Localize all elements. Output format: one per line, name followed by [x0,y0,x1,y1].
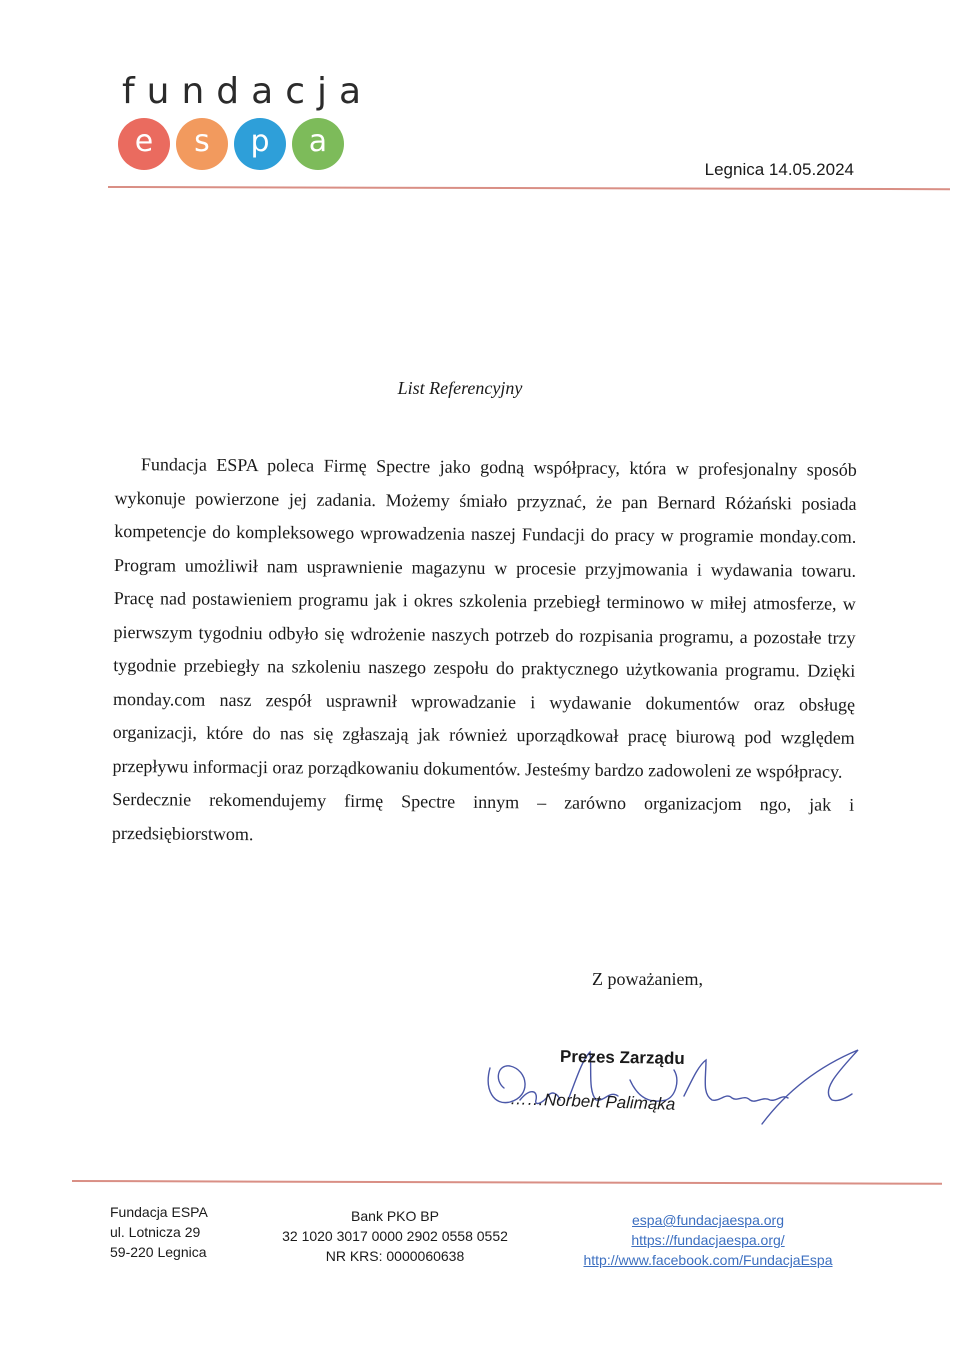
footer-divider [72,1180,942,1185]
footer-address-street: ul. Lotnicza 29 [110,1224,201,1240]
website-link[interactable]: https://fundacjaespa.org/ [631,1232,785,1248]
logo-circle-a: a [292,118,344,170]
letter-paragraph-1: Fundacja ESPA poleca Firmę Spectre jako godną współpracy, która w profesjonalny sposób wykonuje powierzone jej zadania. Możemy śmiało przyznać, że pan Bernard Różański posiada kompetencje do kompleksowego wprowadzenia naszej Fundacji do pracy w programie monday.com. Program umożliwił nam usprawnienie magazynu w procesie przyjmowania i wydawania towaru. Pracę nad postawieniem programu jak i okres szkolenia przebiegł terminowo w miłej atmosferze, w pierwszym tygodniu odbyło się wdrożenie naszych potrzeb do rozpisania programu, a pozostałe trzy tygodnie przebiegły na szkoleniu naszego zespołu do praktycznego użytkowania programu. Dzięki monday.com nasz zespół usprawnił wprowadzanie i wydawanie dokumentów oraz obsługę organizacji, które do nas się zgłaszają jak również uporządkował pracę biurową pod względem przepływu informacji oraz porządkowaniu dokumentów. Jesteśmy bardzo zadowoleni ze współpracy. [112,454,857,782]
footer-address [110,1202,208,1262]
letter-date: Legnica 14.05.2024 [704,160,854,179]
facebook-link[interactable]: http://www.facebook.com/FundacjaEspa [583,1252,833,1268]
footer-krs: NR KRS: 0000060638 [325,1248,465,1264]
logo-circles [118,118,344,170]
email-link[interactable]: espa@fundacjaespa.org [632,1212,784,1228]
footer-address-city: 59-220 Legnica [110,1244,207,1260]
logo-circle-s: s [176,118,228,170]
footer-bank [270,1206,520,1266]
fundacja-espa-logo [118,70,374,174]
logo-wordmark: fundacja [122,71,374,112]
footer-bank-name: Bank PKO BP [351,1208,439,1224]
letter-closing: Z poważaniem, [592,969,703,989]
letter-paragraph-2: Serdecznie rekomendujemy firmę Spectre innym – zarówno organizacjom ngo, jak i przedsiębiorstwom. [111,788,855,844]
footer-address-name: Fundacja ESPA [110,1204,208,1220]
footer-contact [540,1210,876,1270]
letter-body [112,448,857,856]
footer-bank-account: 32 1020 3017 0000 2902 0558 0552 [282,1228,508,1244]
logo-circle-p: p [234,118,286,170]
signature-role: Prezes Zarządu [559,1046,685,1069]
header-divider [108,186,950,190]
logo-circle-e: e [118,118,170,170]
signature-block [480,1040,870,1130]
signature-name: ……Norbert Palimąka [509,1089,676,1114]
letter-title: List Referencyjny [397,378,523,398]
